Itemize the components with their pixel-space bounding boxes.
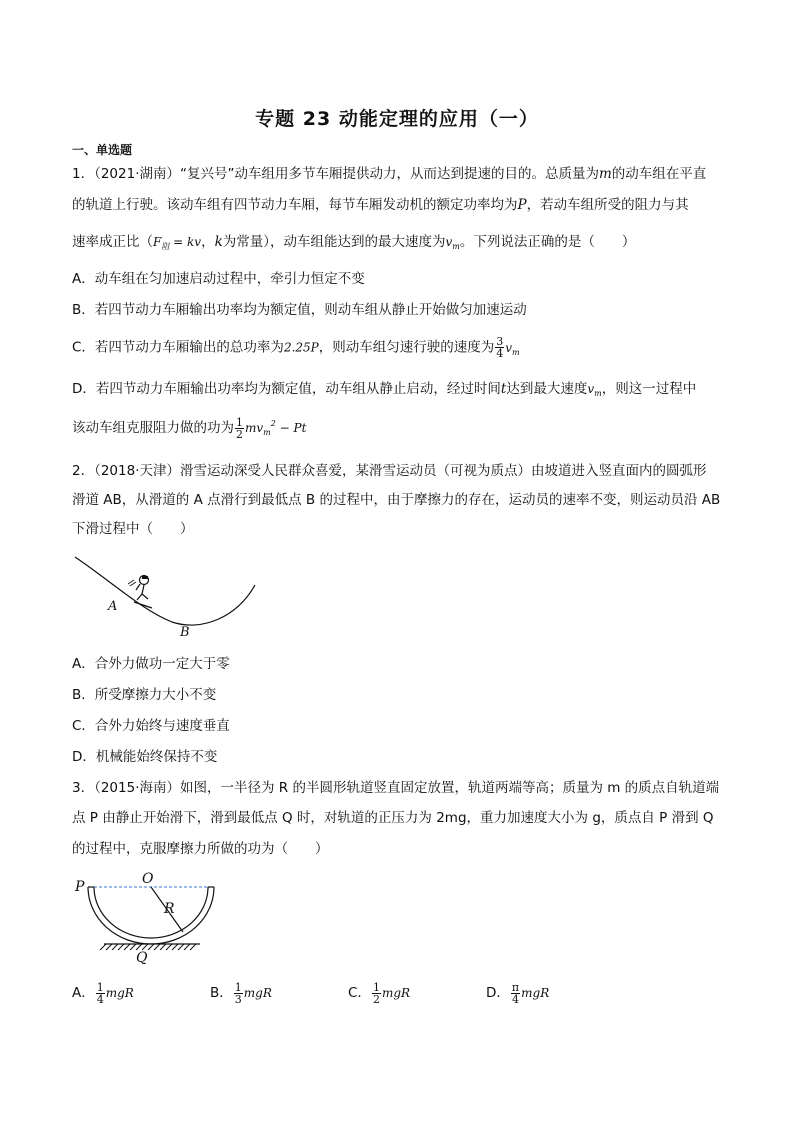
q3-option-d: D． $\frac{\pi}{4}$ mgR xyxy=(486,980,550,1006)
q2-option-d: D．机械能始终保持不变 xyxy=(72,749,218,765)
q2-stem-line-3: 下滑过程中（ ） xyxy=(72,521,194,537)
fraction: $\frac{1}{2}$ xyxy=(236,415,243,441)
label-a: A xyxy=(108,599,118,614)
q3-stem-line-1: 3．（2015·海南）如图，一半径为 R 的半圆形轨道竖直固定放置，轨道两端等高；质量为 m 的质点自轨道端 xyxy=(72,780,720,796)
q1-option-c: C．若四节动力车厢输出的总功率为2.25P，则动车组匀速行驶的速度为 $\frac{3}{4}$ $v_m$ xyxy=(72,335,520,360)
q2-option-b: B．所受摩擦力大小不变 xyxy=(72,687,217,703)
semicircle-track-figure xyxy=(72,866,222,966)
label-b: B xyxy=(180,625,190,640)
q1-stem-line-2: 的轨道上行驶。该动车组有四节动力车厢，每节车厢发动机的额定功率均为P，若动车组所受的阻力与其 xyxy=(72,197,689,213)
label-q: Q xyxy=(136,950,148,966)
q1-option-b: B．若四节动力车厢输出功率均为额定值，则动车组从静止开始做匀加速运动 xyxy=(72,302,527,318)
ground-hatch xyxy=(100,944,196,950)
q3-option-a: A． $\frac{1}{4}$ mgR xyxy=(72,980,134,1006)
q2-stem-line-2: 滑道 AB，从滑道的 A 点滑行到最低点 B 的过程中，由于摩擦力的存在，运动员的速率不变，则运动员沿 AB xyxy=(72,492,721,508)
q1-stem-line-3: 速率成正比（$F_阻$ = kv，k为常量），动车组能达到的最大速度为$v_m$。下列说法正确的是（ ） xyxy=(72,234,636,251)
arc-slope xyxy=(75,557,255,625)
fraction: $\frac{3}{4}$ xyxy=(496,335,504,360)
skier-icon xyxy=(128,576,152,609)
q1-option-d-line-2: 该动车组克服阻力做的功为 $\frac{1}{2}$ $mv_m^2 - Pt$ xyxy=(72,415,307,441)
q3-option-c: C． $\frac{1}{2}$ mgR xyxy=(348,980,411,1006)
inner-arc xyxy=(94,887,208,938)
q3-option-b: B． $\frac{1}{3}$ mgR xyxy=(210,980,272,1006)
q2-option-c: C．合外力始终与速度垂直 xyxy=(72,718,230,734)
q3-stem-line-2: 点 P 由静止开始滑下，滑到最低点 Q 时，对轨道的正压力为 2mg，重力加速度大小为 g，质点自 P 滑到 Q xyxy=(72,810,714,826)
q2-option-a: A．合外力做功一定大于零 xyxy=(72,656,230,672)
page-title: 专题 23 动能定理的应用（一） xyxy=(255,108,539,130)
outer-arc xyxy=(88,887,214,944)
q3-stem-line-3: 的过程中，克服摩擦力所做的功为（ ） xyxy=(72,841,329,857)
q2-stem-line-1: 2．（2018·天津）滑雪运动深受人民群众喜爱，某滑雪运动员（可视为质点）由坡道进入竖直面内的圆弧形 xyxy=(72,463,707,479)
ski-slope-figure xyxy=(72,552,262,642)
q1-option-d-line-1: D．若四节动力车厢输出功率均为额定值，动车组从静止启动，经过时间t达到最大速度$v_m$，则这一过程中 xyxy=(72,381,697,398)
section-heading: 一、单选题 xyxy=(72,143,133,157)
q1-option-a: A．动车组在匀加速启动过程中，牵引力恒定不变 xyxy=(72,271,365,287)
label-p: P xyxy=(75,879,85,895)
label-o: O xyxy=(142,871,154,887)
q1-stem-line-1: 1．（2021·湖南）“复兴号”动车组用多节车厢提供动力，从而达到提速的目的。总质量为m的动车组在平直 xyxy=(72,166,707,182)
label-r: R xyxy=(164,901,175,917)
